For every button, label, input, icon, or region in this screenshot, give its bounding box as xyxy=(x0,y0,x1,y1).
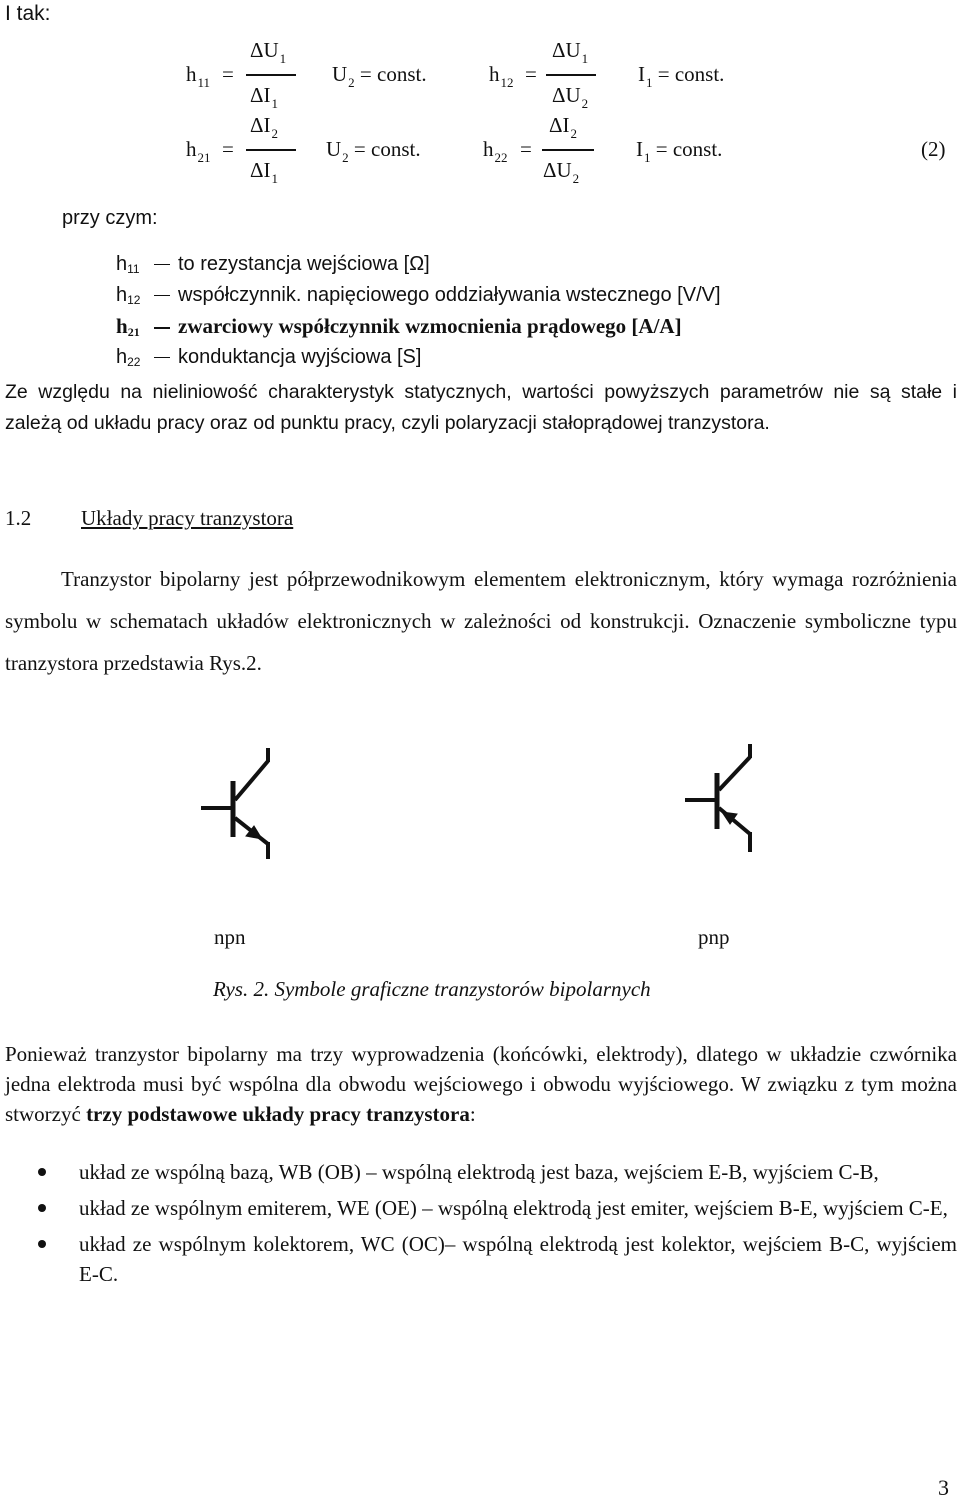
dash xyxy=(154,264,170,265)
condition: $I_1$ = const. xyxy=(638,62,725,90)
h22-symbol: $h_{22}$ xyxy=(483,137,508,165)
definition-text: współczynnik. napięciowego oddziaływania wstecznego [V/V] xyxy=(178,284,721,306)
h21-symbol: $h_{21}$ xyxy=(186,137,211,165)
npn-label: npn xyxy=(214,925,246,949)
equals-sign: = xyxy=(222,62,234,86)
definition-row xyxy=(116,342,721,373)
przy-czym-label: przy czym: xyxy=(62,207,158,229)
paragraph-bipolar-transistor: Tranzystor bipolarny jest półprzewodnikowym elementem elektronicznym, który wymaga rozróżnienia symbolu w schematach układów elektronicznych w zależności od konstrukcji. Oznaczenie symboliczne typu tranzystora przedstawia Rys.2. xyxy=(5,567,957,675)
bullet-icon xyxy=(38,1240,46,1248)
list-item: układ ze wspólną bazą, WB (OB) – wspólną elektrodą jest baza, wejściem E-B, wyjściem C-B, xyxy=(38,1157,957,1187)
intro-text: I tak: xyxy=(5,2,51,25)
definition-text: zwarciowy współczynnik wzmocnienia prądowego [A/A] xyxy=(178,314,682,338)
dash xyxy=(154,357,170,358)
denominator: $\Delta I_1$ xyxy=(250,158,278,186)
paragraph-nonlinearity: Ze względu na nieliniowość charakterystyk statycznych, wartości powyższych parametrów nie są stałe i zależą od układu pracy oraz od punktu pracy, czyli polaryzacji stałoprądowej tranzystora. xyxy=(5,381,957,434)
list-item: układ ze wspólnym kolektorem, WC (OC)– wspólną elektrodą jest kolektor, wejściem B-C, wyjściem E-C. xyxy=(38,1229,957,1289)
dash xyxy=(154,295,170,296)
definition-symbol: $h_{12}$ xyxy=(116,284,141,307)
equals-sign: = xyxy=(520,137,532,161)
dash xyxy=(154,327,170,328)
list-item: układ ze wspólnym emiterem, WE (OE) – wspólną elektrodą jest emiter, wejściem B-E, wyjściem C-E, xyxy=(38,1193,957,1223)
h11-symbol: $h_{11}$ xyxy=(186,62,211,90)
fraction-bar xyxy=(246,149,296,151)
parameter-definitions xyxy=(116,249,721,373)
definition-symbol: $h_{22}$ xyxy=(116,346,141,369)
equals-sign: = xyxy=(525,62,537,86)
equals-sign: = xyxy=(222,137,234,161)
npn-transistor-symbol xyxy=(201,748,268,859)
condition: $U_2$ = const. xyxy=(332,62,427,90)
condition: $I_1$ = const. xyxy=(636,137,723,165)
fraction-bar xyxy=(546,74,596,76)
numerator: $\Delta U_1$ xyxy=(250,38,287,66)
denominator: $\Delta I_1$ xyxy=(250,83,278,111)
denominator: $\Delta U_2$ xyxy=(543,158,580,186)
paragraph-configurations: Ponieważ tranzystor bipolarny ma trzy wyprowadzenia (końcówki, elektrody), dlatego w układzie czwórnika jedna elektroda musi być wspólna dla obwodu wejściowego i obwodu wyjściowego. W związku z tym można stworzyć trzy podstawowe układy pracy tranzystora: xyxy=(5,1042,957,1126)
definition-symbol: $h_{11}$ xyxy=(116,253,140,276)
numerator: $\Delta I_2$ xyxy=(250,113,278,141)
fraction-bar xyxy=(246,74,296,76)
numerator: $\Delta I_2$ xyxy=(549,113,577,141)
page-number: 3 xyxy=(938,1475,949,1500)
definition-row xyxy=(116,311,721,342)
numerator: $\Delta U_1$ xyxy=(552,38,589,66)
section-number: 1.2 xyxy=(5,506,32,530)
equation-number: (2) xyxy=(921,137,946,161)
condition: $U_2$ = const. xyxy=(326,137,421,165)
definition-text: konduktancja wyjściowa [S] xyxy=(178,346,422,368)
definition-symbol: $h_{21}$ xyxy=(116,314,140,339)
definition-row xyxy=(116,280,721,311)
bold-phrase: trzy podstawowe układy pracy tranzystora xyxy=(86,1102,470,1126)
bullet-icon xyxy=(38,1168,46,1176)
fraction-bar xyxy=(542,149,594,151)
definition-text: to rezystancja wejściowa [Ω] xyxy=(178,253,430,275)
denominator: $\Delta U_2$ xyxy=(552,83,589,111)
transistor-symbols-figure xyxy=(0,740,960,920)
section-heading xyxy=(5,506,957,531)
bullet-icon xyxy=(38,1204,46,1212)
pnp-transistor-symbol xyxy=(685,744,750,852)
section-title: Układy pracy tranzystora xyxy=(81,506,294,530)
h12-symbol: $h_{12}$ xyxy=(489,62,514,90)
pnp-label: pnp xyxy=(698,925,730,949)
definition-row xyxy=(116,249,721,280)
configuration-list xyxy=(38,1157,957,1289)
figure-caption: Rys. 2. Symbole graficzne tranzystorów bipolarnych xyxy=(213,977,651,1001)
